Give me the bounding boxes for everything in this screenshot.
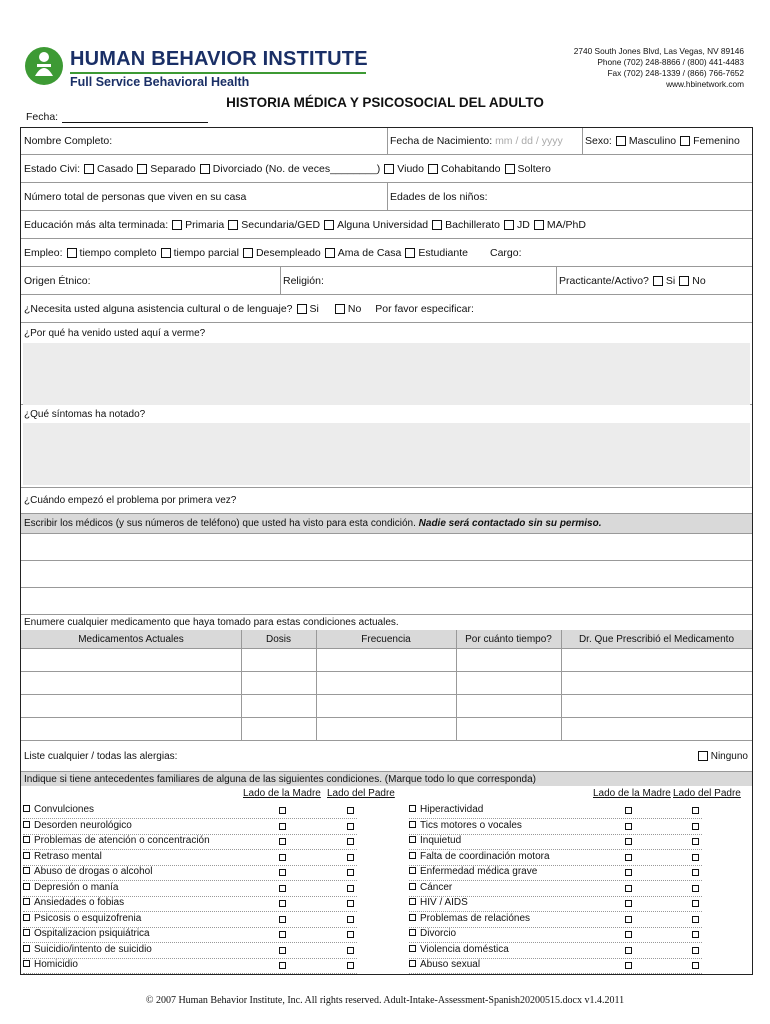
family-padre-checkbox[interactable] — [347, 900, 354, 907]
bachillerato-label: Bachillerato — [445, 218, 500, 231]
website: www.hbinetwork.com — [666, 79, 744, 89]
practicante-no-checkbox[interactable] — [679, 276, 689, 286]
family-condition-left-9 — [23, 944, 152, 955]
family-padre-checkbox[interactable] — [347, 807, 354, 814]
family-condition-label: Inquietud — [420, 835, 462, 846]
family-condition-checkbox[interactable] — [409, 914, 416, 921]
femenino-checkbox[interactable] — [680, 136, 690, 146]
family-madre-checkbox[interactable] — [625, 885, 632, 892]
family-condition-label: Suicidio/intento de suicidio — [34, 943, 152, 955]
asistencia-no-label: No — [347, 302, 362, 315]
family-condition-label: Falta de coordinación motora — [420, 850, 550, 862]
document-title: HISTORIA MÉDICA Y PSICOSOCIAL DEL ADULTO — [226, 95, 544, 110]
universidad-checkbox[interactable] — [324, 220, 334, 230]
family-padre-checkbox[interactable] — [692, 869, 699, 876]
row-cuando — [21, 488, 752, 514]
alergias-field[interactable] — [21, 741, 621, 771]
family-madre-checkbox[interactable] — [279, 962, 286, 969]
family-madre-checkbox[interactable] — [625, 854, 632, 861]
family-condition-checkbox[interactable] — [409, 852, 416, 859]
family-condition-right-7 — [409, 913, 530, 924]
medicos-line-2[interactable] — [21, 561, 752, 588]
family-madre-checkbox[interactable] — [279, 947, 286, 954]
family-condition-label: Tics motores o vocales — [420, 819, 522, 831]
row-asistencia — [21, 295, 752, 323]
ninguno-group — [691, 741, 748, 771]
row-nombre — [21, 128, 752, 155]
tiempo-completo-label: tiempo completo — [79, 246, 157, 259]
nacimiento-field[interactable] — [387, 128, 582, 154]
family-condition-checkbox[interactable] — [23, 945, 30, 952]
family-condition-checkbox[interactable] — [409, 929, 416, 936]
family-madre-checkbox[interactable] — [279, 807, 286, 814]
maphd-checkbox[interactable] — [534, 220, 544, 230]
family-madre-checkbox[interactable] — [279, 885, 286, 892]
family-condition-label: Desorden neurológico — [34, 819, 132, 831]
family-padre-checkbox[interactable] — [347, 916, 354, 923]
family-madre-checkbox[interactable] — [625, 962, 632, 969]
footer: © 2007 Human Behavior Institute, Inc. All rights reserved. Adult-Intake-Assessment-Spanish20200515.docx v1.4.2011 — [145, 995, 625, 1006]
row-empleo — [21, 239, 752, 267]
family-condition-label: Hiperactividad — [420, 804, 484, 815]
family-condition-right-0 — [409, 804, 483, 815]
cohabitando-label: Cohabitando — [440, 162, 501, 175]
tiempo-parcial-label: tiempo parcial — [173, 246, 239, 259]
edades-ninos-label: Edades de los niños: — [390, 190, 488, 203]
cohabitando-checkbox[interactable] — [428, 164, 438, 174]
family-condition-right-9 — [409, 944, 509, 955]
separado-checkbox[interactable] — [137, 164, 147, 174]
row-alergias — [21, 741, 752, 772]
family-madre-checkbox[interactable] — [279, 838, 286, 845]
medicos-line-1[interactable] — [21, 534, 752, 561]
family-padre-checkbox[interactable] — [692, 807, 699, 814]
religion-label: Religión: — [283, 274, 324, 287]
family-condition-right-2 — [409, 835, 461, 846]
medicos-permission-note: Nadie será contactado sin su permiso. — [418, 518, 602, 529]
estudiante-checkbox[interactable] — [405, 248, 415, 258]
alergias-label: Liste cualquier / todas las alergias: — [24, 750, 178, 762]
divorciado-checkbox[interactable] — [200, 164, 210, 174]
medicos-label: Escribir los médicos (y sus números de teléfono) que usted ha visto para esta condición. — [24, 518, 416, 529]
ama-casa-label: Ama de Casa — [337, 246, 402, 259]
address: 2740 South Jones Blvd, Las Vegas, NV 89146 — [573, 46, 744, 56]
family-padre-checkbox[interactable] — [347, 823, 354, 830]
family-madre-checkbox[interactable] — [625, 807, 632, 814]
family-history-section — [21, 786, 752, 974]
family-madre-checkbox[interactable] — [279, 900, 286, 907]
casado-label: Casado — [97, 162, 134, 175]
contact-block — [484, 46, 744, 90]
row-origen — [21, 267, 752, 295]
family-condition-checkbox[interactable] — [23, 805, 30, 812]
row-dotted-line — [409, 880, 702, 881]
family-condition-label: Violencia doméstica — [420, 943, 509, 955]
family-condition-label: HIV / AIDS — [420, 897, 468, 908]
family-condition-checkbox[interactable] — [23, 929, 30, 936]
family-condition-checkbox[interactable] — [23, 898, 30, 905]
soltero-checkbox[interactable] — [505, 164, 515, 174]
family-padre-checkbox[interactable] — [347, 854, 354, 861]
med-row-2[interactable] — [21, 672, 752, 695]
family-condition-left-8 — [23, 928, 150, 939]
family-condition-right-6 — [409, 897, 468, 908]
family-madre-checkbox[interactable] — [279, 916, 286, 923]
origen-label: Origen Étnico: — [24, 274, 91, 287]
secundaria-checkbox[interactable] — [228, 220, 238, 230]
cargo-label: Cargo: — [490, 246, 522, 259]
family-condition-left-4 — [23, 866, 152, 877]
row-estado-civil — [21, 155, 752, 183]
asistencia-label: ¿Necesita usted alguna asistencia cultural o de lenguaje? — [24, 302, 293, 315]
intake-form — [20, 127, 753, 975]
family-padre-checkbox[interactable] — [692, 947, 699, 954]
family-condition-right-1 — [409, 820, 522, 831]
phone: Phone (702) 248-8866 / (800) 441-4483 — [597, 57, 744, 67]
practicante-si-checkbox[interactable] — [653, 276, 663, 286]
family-madre-checkbox[interactable] — [625, 838, 632, 845]
family-condition-label: Depresión o manía — [34, 881, 119, 893]
nombre-field[interactable] — [21, 128, 387, 154]
family-condition-checkbox[interactable] — [23, 836, 30, 843]
family-condition-checkbox[interactable] — [23, 914, 30, 921]
family-condition-checkbox[interactable] — [409, 945, 416, 952]
fam-right-padre-header: Lado del Padre — [673, 788, 741, 799]
practicante-label: Practicante/Activo? — [559, 274, 649, 287]
family-madre-checkbox[interactable] — [625, 869, 632, 876]
med-col-medicamentos: Medicamentos Actuales — [78, 633, 184, 645]
fecha-label: Fecha: — [26, 111, 59, 123]
row-hogar — [21, 183, 752, 211]
family-padre-checkbox[interactable] — [692, 962, 699, 969]
org-tagline: Full Service Behavioral Health — [70, 75, 250, 89]
practicante-si-label: Si — [665, 274, 676, 287]
ninguno-checkbox[interactable] — [698, 751, 708, 761]
family-condition-checkbox[interactable] — [23, 960, 30, 967]
family-condition-label: Psicosis o esquizofrenia — [34, 912, 142, 924]
family-condition-label: Enfermedad médica grave — [420, 866, 538, 877]
masculino-checkbox[interactable] — [616, 136, 626, 146]
family-padre-checkbox[interactable] — [347, 931, 354, 938]
jd-checkbox[interactable] — [504, 220, 514, 230]
family-padre-checkbox[interactable] — [692, 823, 699, 830]
family-condition-checkbox[interactable] — [409, 883, 416, 890]
med-row-1[interactable] — [21, 649, 752, 672]
family-condition-label: Convulciones — [34, 804, 95, 815]
family-padre-checkbox[interactable] — [347, 869, 354, 876]
especificar-label: Por favor especificar: — [375, 302, 474, 315]
family-padre-checkbox[interactable] — [692, 916, 699, 923]
sintomas-label: ¿Qué síntomas ha notado? — [24, 408, 146, 420]
asistencia-si-label: Si — [309, 302, 319, 315]
family-condition-right-4 — [409, 866, 537, 877]
family-condition-checkbox[interactable] — [23, 852, 30, 859]
asistencia-group — [21, 295, 752, 322]
family-condition-right-8 — [409, 928, 456, 939]
med-row-4[interactable] — [21, 718, 752, 741]
family-madre-checkbox[interactable] — [279, 869, 286, 876]
estudiante-label: Estudiante — [418, 246, 468, 259]
row-dotted-line — [409, 973, 702, 974]
practicante-no-label: No — [692, 274, 706, 287]
medicos-instruction — [21, 514, 752, 533]
educacion-label: Educación más alta terminada: — [24, 218, 169, 231]
family-madre-checkbox[interactable] — [279, 823, 286, 830]
secundaria-label: Secundaria/GED — [241, 218, 321, 231]
empleo-group — [21, 239, 752, 266]
soltero-label: Soltero — [517, 162, 551, 175]
religion-field[interactable] — [280, 267, 556, 294]
family-condition-left-2 — [23, 835, 210, 846]
educacion-group — [21, 211, 752, 238]
family-condition-checkbox[interactable] — [409, 821, 416, 828]
family-padre-checkbox[interactable] — [692, 838, 699, 845]
family-condition-left-3 — [23, 851, 102, 862]
family-padre-checkbox[interactable] — [347, 885, 354, 892]
medicos-line-3[interactable] — [21, 588, 752, 615]
family-condition-checkbox[interactable] — [23, 867, 30, 874]
med-col-doctor: Dr. Que Prescribió el Medicamento — [578, 633, 735, 645]
row-educacion — [21, 211, 752, 239]
asistencia-no-checkbox[interactable] — [335, 304, 345, 314]
family-condition-label: Retraso mental — [34, 850, 102, 862]
family-condition-label: Problemas de atención o concentración — [34, 835, 210, 846]
cuando-field[interactable] — [21, 488, 752, 513]
family-condition-checkbox[interactable] — [23, 821, 30, 828]
family-condition-label: Problemas de relaciónes — [420, 912, 531, 924]
estado-civil-group — [21, 155, 752, 182]
row-dotted-line — [23, 973, 357, 974]
primaria-checkbox[interactable] — [172, 220, 182, 230]
family-condition-checkbox[interactable] — [409, 867, 416, 874]
family-condition-label: Homicidio — [34, 959, 78, 970]
fam-right-madre-header: Lado de la Madre — [593, 788, 671, 799]
med-table-header — [21, 630, 752, 649]
family-madre-checkbox[interactable] — [625, 823, 632, 830]
primaria-label: Primaria — [185, 218, 225, 231]
nacimiento-placeholder: mm / dd / yyyy — [495, 135, 563, 147]
family-condition-left-5 — [23, 882, 119, 893]
num-personas-field[interactable] — [21, 183, 387, 210]
med-col-frecuencia: Frecuencia — [361, 633, 411, 645]
family-padre-checkbox[interactable] — [692, 854, 699, 861]
family-condition-right-10 — [409, 959, 480, 970]
family-padre-checkbox[interactable] — [692, 931, 699, 938]
por-que-textarea[interactable] — [23, 343, 750, 405]
antecedentes-label: Indique si tiene antecedentes familiares de alguna de las siguientes condiciones. (Marque todo lo que corresponda) — [24, 773, 536, 785]
nombre-label: Nombre Completo: — [24, 135, 113, 147]
family-condition-left-1 — [23, 820, 132, 831]
cuando-label: ¿Cuándo empezó el problema por primera vez? — [24, 495, 237, 506]
family-condition-left-10 — [23, 959, 78, 970]
med-col-tiempo: Por cuánto tiempo? — [465, 633, 552, 645]
family-condition-left-0 — [23, 804, 94, 815]
row-sintomas — [21, 405, 752, 488]
family-condition-label: Divorcio — [420, 928, 457, 939]
row-enumere — [21, 615, 752, 630]
fam-left-padre-header: Lado del Padre — [327, 788, 395, 799]
org-name: HUMAN BEHAVIOR INSTITUTE — [70, 48, 368, 70]
practicante-group — [556, 267, 752, 294]
divorciado-label: Divorciado (No. de veces________) — [212, 162, 381, 175]
masculino-label: Masculino — [628, 135, 677, 147]
family-condition-label: Ospitalizacion psiquiátrica — [34, 928, 150, 939]
bachillerato-checkbox[interactable] — [432, 220, 442, 230]
logo-icon — [24, 46, 64, 86]
jd-label: JD — [517, 218, 530, 231]
maphd-label: MA/PhD — [546, 218, 586, 231]
num-personas-label: Número total de personas que viven en su casa — [24, 190, 247, 203]
viudo-checkbox[interactable] — [384, 164, 394, 174]
logo-divider — [70, 72, 366, 74]
femenino-label: Femenino — [693, 135, 740, 147]
edades-ninos-field[interactable] — [387, 183, 752, 210]
family-padre-checkbox[interactable] — [347, 962, 354, 969]
family-madre-checkbox[interactable] — [625, 916, 632, 923]
family-condition-label: Abuso sexual — [420, 959, 481, 970]
origen-field[interactable] — [21, 267, 280, 294]
family-condition-left-6 — [23, 897, 124, 908]
family-padre-checkbox[interactable] — [347, 838, 354, 845]
family-padre-checkbox[interactable] — [692, 900, 699, 907]
family-condition-left-7 — [23, 913, 141, 924]
universidad-label: Alguna Universidad — [337, 218, 429, 231]
family-madre-checkbox[interactable] — [625, 900, 632, 907]
family-madre-checkbox[interactable] — [279, 931, 286, 938]
family-condition-right-5 — [409, 882, 452, 893]
fax: Fax (702) 248-1339 / (866) 766-7652 — [607, 68, 744, 78]
family-madre-checkbox[interactable] — [625, 947, 632, 954]
empleo-label: Empleo: — [24, 246, 63, 259]
sintomas-textarea[interactable] — [23, 423, 750, 485]
med-col-dosis: Dosis — [265, 633, 291, 645]
family-madre-checkbox[interactable] — [625, 931, 632, 938]
sexo-label: Sexo: — [585, 135, 612, 147]
tiempo-parcial-checkbox[interactable] — [161, 248, 171, 258]
fam-left-madre-header: Lado de la Madre — [243, 788, 321, 799]
row-medicos-header — [21, 514, 752, 534]
fecha-field[interactable] — [62, 122, 208, 123]
family-condition-checkbox[interactable] — [409, 805, 416, 812]
family-condition-right-3 — [409, 851, 550, 862]
nacimiento-label: Fecha de Nacimiento: — [390, 135, 493, 147]
family-condition-label: Abuso de drogas o alcohol — [34, 866, 153, 877]
por-que-label: ¿Por qué ha venido usted aquí a verme? — [24, 327, 206, 339]
family-condition-checkbox[interactable] — [23, 883, 30, 890]
estado-civil-label: Estado Civi: — [24, 162, 81, 175]
sexo-group — [582, 128, 752, 154]
viudo-label: Viudo — [397, 162, 424, 175]
tiempo-completo-checkbox[interactable] — [67, 248, 77, 258]
family-padre-checkbox[interactable] — [692, 885, 699, 892]
family-padre-checkbox[interactable] — [347, 947, 354, 954]
asistencia-si-checkbox[interactable] — [297, 304, 307, 314]
row-por-que — [21, 323, 752, 405]
family-condition-checkbox[interactable] — [409, 836, 416, 843]
family-condition-label: Cáncer — [420, 881, 453, 893]
casado-checkbox[interactable] — [84, 164, 94, 174]
row-antecedentes — [21, 772, 752, 786]
family-condition-checkbox[interactable] — [409, 960, 416, 967]
ama-casa-checkbox[interactable] — [325, 248, 335, 258]
family-condition-label: Ansiedades o fobias — [34, 897, 125, 908]
enumere-label: Enumere cualquier medicamento que haya tomado para estas condiciones actuales. — [24, 617, 399, 628]
med-row-3[interactable] — [21, 695, 752, 718]
family-madre-checkbox[interactable] — [279, 854, 286, 861]
logo — [24, 44, 374, 94]
ninguno-label: Ninguno — [710, 750, 748, 762]
separado-label: Separado — [150, 162, 196, 175]
desempleado-label: Desempleado — [255, 246, 321, 259]
desempleado-checkbox[interactable] — [243, 248, 253, 258]
family-condition-checkbox[interactable] — [409, 898, 416, 905]
